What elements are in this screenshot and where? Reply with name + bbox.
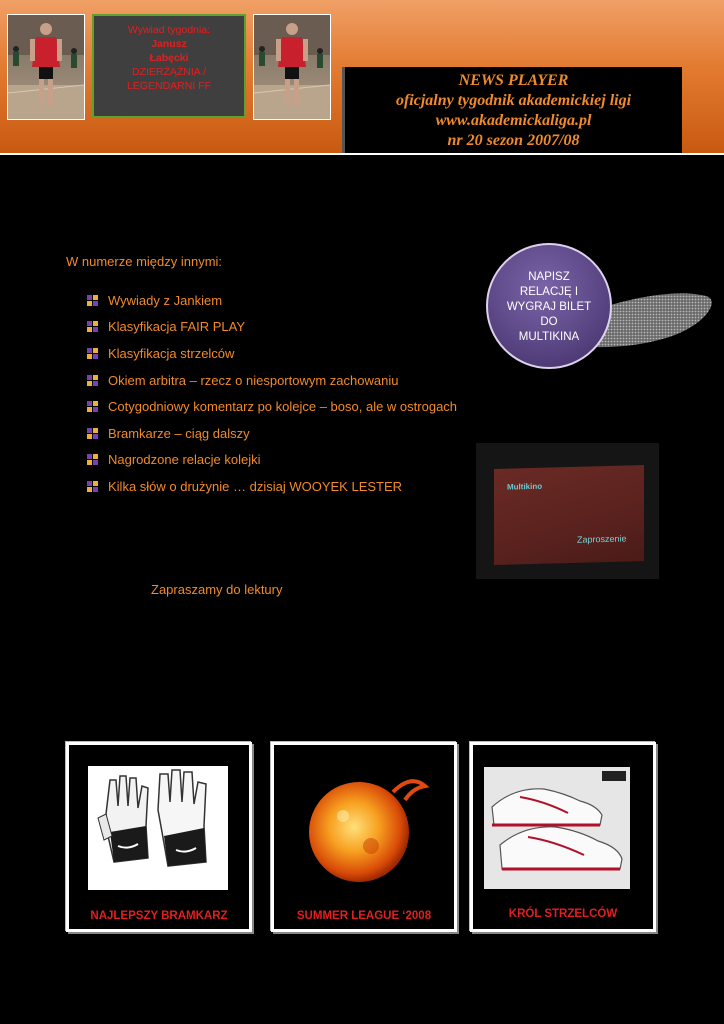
newsletter-title-box	[342, 67, 682, 153]
goalkeeper-gloves-image	[88, 766, 228, 890]
issue-number: nr 20 sezon 2007/08	[447, 132, 580, 149]
newsletter-subtitle: oficjalny tygodnik akademickiej ligi	[395, 92, 632, 109]
contents-item-text: Cotygodniowy komentarz po kolejce – boso, ale w ostrogach	[108, 399, 458, 415]
ticket-label: Zaproszenie	[577, 533, 627, 545]
contents-list	[66, 287, 486, 500]
multikino-logo: Multikino	[507, 481, 543, 492]
bullet-icon	[87, 321, 98, 332]
table-of-contents	[66, 254, 486, 500]
award-caption-top-scorer: KRÓL STRZELCÓW	[508, 908, 618, 920]
closing-invitation: Zapraszamy do lektury	[151, 582, 283, 597]
sun-image	[293, 766, 433, 890]
bullet-icon	[87, 348, 98, 359]
contents-item-text: Bramkarze – ciąg dalszy	[108, 425, 250, 441]
interview-heading: Wywiad tygodnia:	[127, 24, 211, 36]
promo-line-1: NAPISZ	[528, 270, 570, 283]
sneakers-image	[484, 767, 630, 889]
award-summer-league	[271, 742, 457, 932]
award-caption-goalkeeper: NAJLEPSZY BRAMKARZ	[90, 910, 228, 922]
bullet-icon	[87, 401, 98, 412]
contents-item-text: Kilka słów o drużynie … dzisiaj WOOYEK LESTER	[108, 478, 403, 494]
interviewee-first-name: Janusz	[151, 38, 187, 50]
award-best-goalkeeper	[66, 742, 252, 932]
contents-item-text: Nagrodzone relacje kolejki	[108, 452, 261, 468]
contents-intro: W numerze między innymi:	[66, 254, 223, 269]
header-banner	[0, 0, 724, 155]
contents-item-text: Klasyfikacja FAIR PLAY	[108, 319, 246, 335]
cinema-ticket-image	[476, 443, 659, 579]
contents-item-text: Klasyfikacja strzelców	[108, 345, 235, 361]
promo-line-5: MULTIKINA	[518, 330, 580, 343]
bullet-icon	[87, 295, 98, 306]
contents-item	[87, 393, 486, 420]
interview-of-the-week-box	[92, 14, 246, 118]
award-top-scorer	[470, 742, 656, 932]
promo-line-2: RELACJĘ I	[519, 285, 579, 298]
contents-item	[87, 473, 486, 500]
newsletter-name: NEWS PLAYER	[458, 72, 569, 89]
bullet-icon	[87, 428, 98, 439]
interviewee-team-line2: LEGENDARNI FF	[126, 80, 211, 92]
promo-line-4: DO	[540, 315, 558, 328]
bullet-icon	[87, 454, 98, 465]
interviewee-last-name: Łabęcki	[149, 52, 189, 64]
bullet-icon	[87, 481, 98, 492]
contents-item-text: Okiem arbitra – rzecz o niesportowym zachowaniu	[108, 372, 399, 388]
ticket-card	[494, 465, 644, 565]
newsletter-website[interactable]: www.akademickaliga.pl	[435, 112, 592, 129]
contents-item	[87, 367, 486, 394]
contents-item	[87, 447, 486, 474]
write-report-promo-badge	[486, 243, 612, 369]
promo-line-3: WYGRAJ BILET	[506, 300, 592, 313]
contents-item	[87, 340, 486, 367]
award-caption-summer-league: SUMMER LEAGUE ‘2008	[296, 910, 432, 922]
player-photo-right	[253, 14, 331, 120]
bullet-icon	[87, 375, 98, 386]
contents-item	[87, 314, 486, 341]
contents-item	[87, 420, 486, 447]
player-photo-left	[7, 14, 85, 120]
contents-item	[87, 287, 486, 314]
contents-item-text: Wywiady z Jankiem	[108, 292, 223, 308]
interviewee-team-line1: DZIERŻĄŻNIA /	[131, 66, 207, 78]
